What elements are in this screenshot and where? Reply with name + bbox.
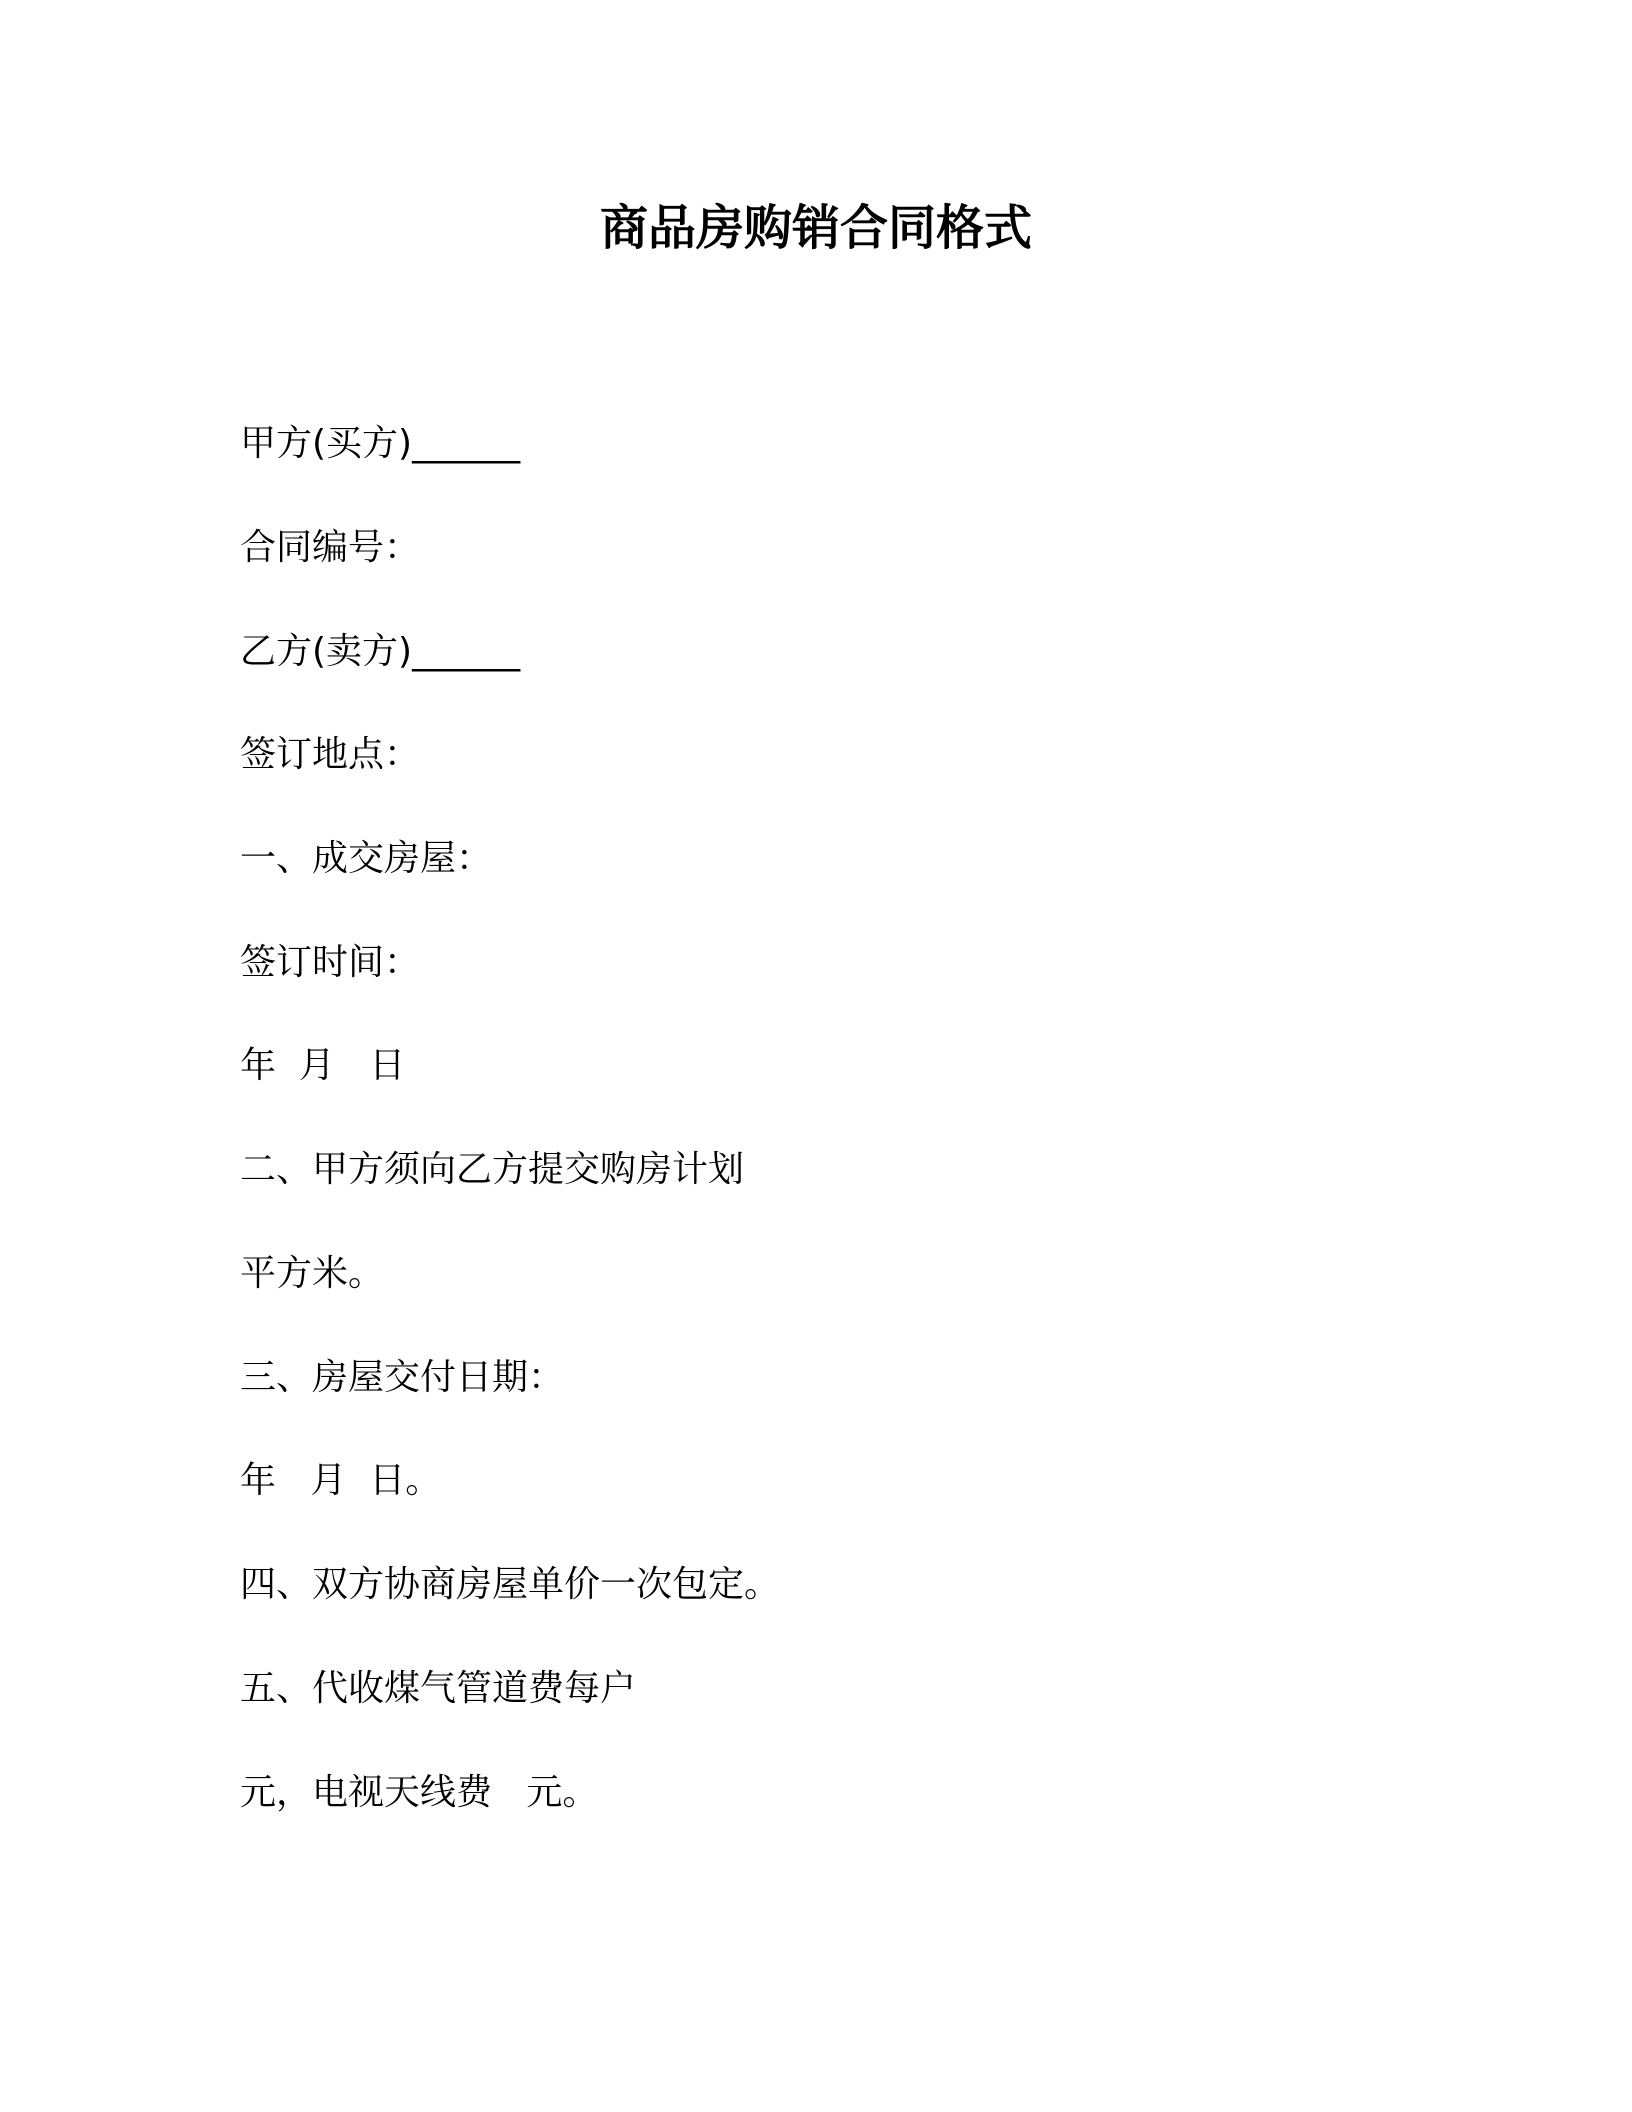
seller-line: 乙方(卖方)______: [240, 631, 521, 672]
document-title: 商品房购销合同格式: [599, 200, 1032, 256]
buyer-line: 甲方(买方)______: [240, 423, 521, 464]
clause-4-line: 四、双方协商房屋单价一次包定。: [240, 1564, 781, 1605]
clause-5-line: 五、代收煤气管道费每户: [240, 1668, 637, 1709]
signing-time-line: 签订时间：: [240, 942, 421, 983]
date-line-2: 年 月 日。: [240, 1460, 442, 1501]
area-line: 平方米。: [240, 1253, 385, 1294]
clause-1-line: 一、成交房屋：: [240, 838, 493, 879]
fee-line: 元，电视天线费 元。: [240, 1772, 599, 1813]
date-line-1: 年 月 日: [240, 1045, 406, 1086]
signing-place-line: 签订地点：: [240, 734, 421, 775]
contract-number-line: 合同编号：: [240, 527, 421, 568]
clause-2-line: 二、甲方须向乙方提交购房计划: [240, 1149, 745, 1190]
clause-3-line: 三、房屋交付日期：: [240, 1357, 565, 1398]
